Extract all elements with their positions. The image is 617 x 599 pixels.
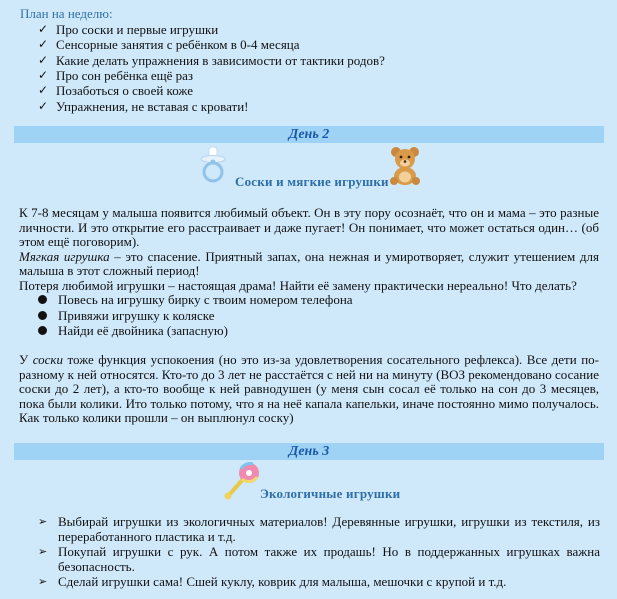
plan-item: ✓ Какие делать упражнения в зависимости от тактики родов? (38, 52, 385, 68)
arrow-bullet-icon: ➢ (38, 546, 48, 559)
list-item: ➢ Сделай игрушки сама! Сшей куклу, коврик для малыша, мешочки с крупой и т.д. (38, 574, 507, 590)
pacifier-icon (198, 145, 230, 185)
plan-item: ✓ Про соски и первые игрушки (38, 22, 219, 38)
plan-item: ✓ Упражнения, не вставая с кровати! (38, 98, 249, 114)
emphasis: соски (32, 352, 64, 367)
paragraph: Потеря любимой игрушки – настоящая драма! Найти её замену практически нереально! Что делать? (19, 277, 577, 293)
checkmark-icon: ✓ (38, 52, 49, 67)
arrow-bullet-icon: ➢ (38, 516, 48, 528)
checkmark-icon: ✓ (38, 68, 49, 83)
list-item: Найди её двойника (запасную) (38, 323, 353, 339)
arrow-bullet-icon: ➢ (38, 576, 48, 589)
plan-title: План на неделю: (20, 6, 113, 21)
checkmark-icon: ✓ (38, 98, 49, 113)
day-3-heading: Экологичные игрушки (260, 486, 401, 501)
day-3-banner: День 3 (14, 443, 604, 460)
plan-item: ✓ Сенсорные занятия с ребёнком в 0-4 месяца (38, 37, 300, 53)
checkmark-icon: ✓ (38, 37, 49, 52)
checkmark-icon: ✓ (38, 22, 49, 37)
plan-item: ✓ Про сон ребёнка ещё раз (38, 68, 194, 84)
list-item: ➢ Покупай игрушки с рук. А потом также их продашь! Но в поддержанных игрушках важна безопасность. (38, 544, 600, 574)
list-item: Повесь на игрушку бирку с твоим номером телефона (38, 292, 353, 308)
list-item: ➢ Выбирай игрушки из экологичных материалов! Деревянные игрушки, игрушки из текстиля, из переработанного пластика и т.д. (38, 514, 600, 544)
day-2-text-block (19, 206, 599, 294)
emphasis: Мягкая игрушка (19, 248, 110, 264)
tips-list (38, 292, 353, 339)
list-item: Привяжи игрушку к коляске (38, 308, 353, 324)
bullet-dot-icon (38, 311, 47, 320)
teddy-bear-icon (388, 146, 422, 186)
paragraph: К 7-8 месяцам у малыша появится любимый объект. Он в эту пору осознаёт, что он и мама – это разные личности. И это открытие его расстраивает и даже пугает! Он понимает, что может остаться один… (об этом ещё поговорим). (19, 205, 599, 250)
paragraph: Мягкая игрушка – это спасение. Приятный запах, она нежная и умиротворяет, служит утешением для малыша в этот сложный период! (19, 248, 599, 279)
bullet-dot-icon (38, 295, 47, 304)
eco-toys-list (38, 515, 600, 591)
pacifier-paragraph: У соски тоже функция успокоения (но это из-за удовлетворения сосательного рефлекса). Все дети по-разному к ней относятся. Кто-то до 3 лет не расстаётся с ней ни на минуту (ВОЗ рекомендовано сосание соски до 2 лет), а кто-то вообще к ней равнодушен (у меня сын сосал её только на сон до 3 месяцев, пока были колики. Ито только потому, что я на неё капала капельки, иначе постоянно мимо получалось. Как только колики прошли – он выплюнул соску) (19, 352, 599, 426)
rattle-icon (222, 460, 262, 500)
day-2-heading: Соски и мягкие игрушки (235, 174, 389, 189)
bullet-dot-icon (38, 326, 47, 335)
checkmark-icon: ✓ (38, 83, 49, 98)
plan-list (38, 22, 385, 114)
plan-item: ✓ Позаботься о своей коже (38, 83, 193, 99)
day-2-banner: День 2 (14, 126, 604, 143)
